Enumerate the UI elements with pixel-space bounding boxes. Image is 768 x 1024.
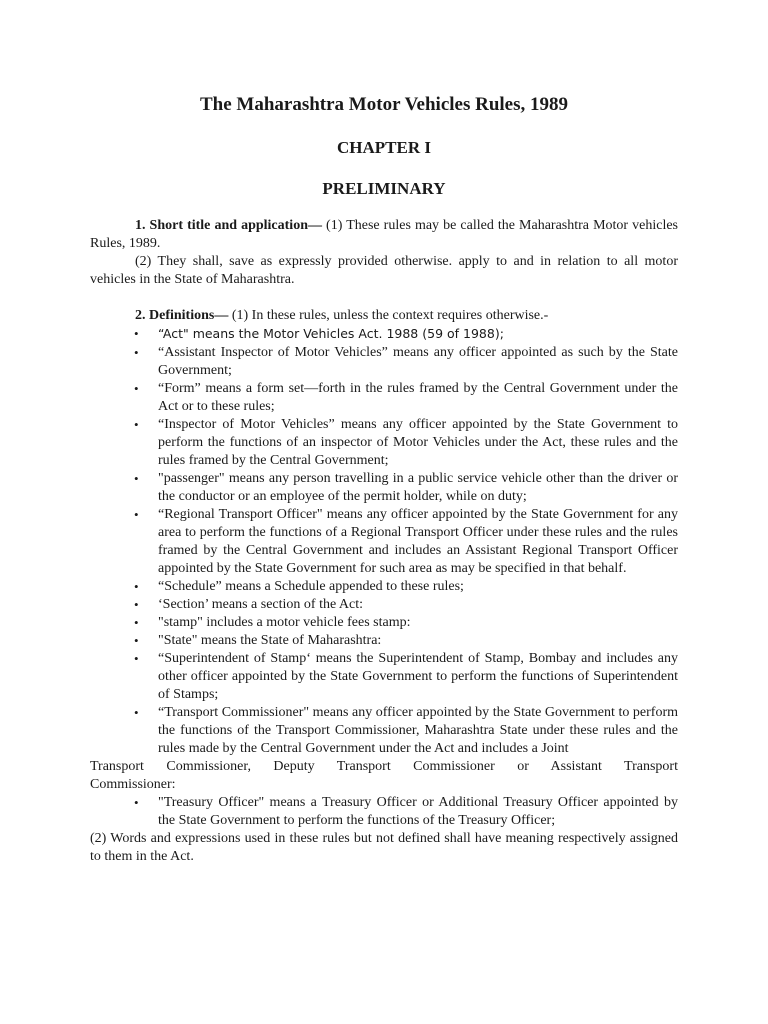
bullet-icon: •: [134, 795, 139, 810]
bullet-icon: •: [134, 705, 139, 720]
section-heading: PRELIMINARY: [322, 179, 446, 198]
bullet-icon: •: [134, 507, 139, 522]
list-item: • "Treasury Officer" means a Treasury Officer or Additional Treasury Officer appointed by the State Government to perform the functions of the Treasury Officer;: [134, 795, 678, 828]
list-item: • “Superintendent of Stamp‘ means the Superintendent of Stamp, Bombay and includes any other officer appointed by the State Government to perform the functions of Superintendent of Stamps;: [134, 651, 678, 702]
chapter-heading: CHAPTER I: [337, 138, 431, 157]
bullet-icon: •: [134, 326, 139, 341]
bullet-icon: •: [134, 597, 139, 612]
list-item: • “Schedule” means a Schedule appended to these rules;: [134, 579, 464, 594]
rule-2-text: (1) In these rules, unless the context requires otherwise.-: [228, 308, 549, 323]
list-item: • "passenger" means any person travelling in a public service vehicle other than the driver or the conductor or an employee of the permit holder, while on duty;: [134, 471, 678, 504]
bullet-icon: •: [134, 381, 139, 396]
continuation-line-1: Transport Commissioner, Deputy Transport Commissioner or Assistant Transport: [90, 759, 678, 774]
rule-2-sub-2: (2) Words and expressions used in these rules but not defined shall have meaning respectively assigned to them in the Act.: [90, 831, 678, 864]
rule-1-text: (1) These rules may be called the Maharashtra Motor vehicles Rules, 1989.: [90, 218, 679, 251]
list-item: • “Act" means the Motor Vehicles Act. 1988 (59 of 1988);: [134, 326, 504, 341]
bullet-icon: •: [134, 615, 139, 630]
bullet-icon: •: [134, 471, 139, 486]
spacer: [90, 289, 678, 307]
list-item: • “Regional Transport Officer" means any officer appointed by the State Government for any area to perform the functions of a Regional Transport Officer under these rules and the rules framed by the Central Government and includes an Assistant Regional Transport Officer appointed by the State Government for such area as may be specified in that behalf.: [134, 507, 678, 576]
list-item: • “Transport Commissioner" means any officer appointed by the State Government to perform the functions of the Transport Commissioner, Maharashtra State under these rules and the rules made by the Central Government under the Act and includes a Joint: [134, 705, 678, 756]
list-item: • “Form” means a form set—forth in the rules framed by the Central Government under the Act or to these rules;: [134, 381, 678, 414]
rule-1-label: 1. Short title and application—: [135, 218, 322, 233]
continuation-line-2: Commissioner:: [90, 777, 176, 792]
rule-2-paragraph: [90, 307, 678, 325]
rule-2-label: 2. Definitions—: [135, 308, 229, 323]
rule-1-paragraph: [90, 217, 678, 253]
treasury-definition-list: [90, 794, 678, 830]
list-item: • ‘Section’ means a section of the Act:: [134, 597, 364, 612]
bullet-icon: •: [134, 345, 139, 360]
list-item: • “Inspector of Motor Vehicles” means any officer appointed by the State Government to perform the functions of an inspector of Motor Vehicles under the Act, these rules and the rules framed by the Central Government;: [134, 417, 678, 468]
list-item: • "State" means the State of Maharashtra:: [134, 633, 382, 648]
rule-1-sub-2: (2) They shall, save as expressly provided otherwise. apply to and in relation to all motor vehicles in the State of Maharashtra.: [90, 254, 678, 287]
definitions-list: [90, 325, 678, 758]
document-body: [90, 217, 678, 866]
list-item: • "stamp" includes a motor vehicle fees stamp:: [134, 615, 411, 630]
list-item: • “Assistant Inspector of Motor Vehicles” means any officer appointed as such by the State Government;: [134, 345, 678, 378]
bullet-icon: •: [134, 633, 139, 648]
document-title: The Maharashtra Motor Vehicles Rules, 1989: [199, 94, 569, 115]
bullet-icon: •: [134, 579, 139, 594]
bullet-icon: •: [134, 417, 139, 432]
bullet-icon: •: [134, 651, 139, 666]
